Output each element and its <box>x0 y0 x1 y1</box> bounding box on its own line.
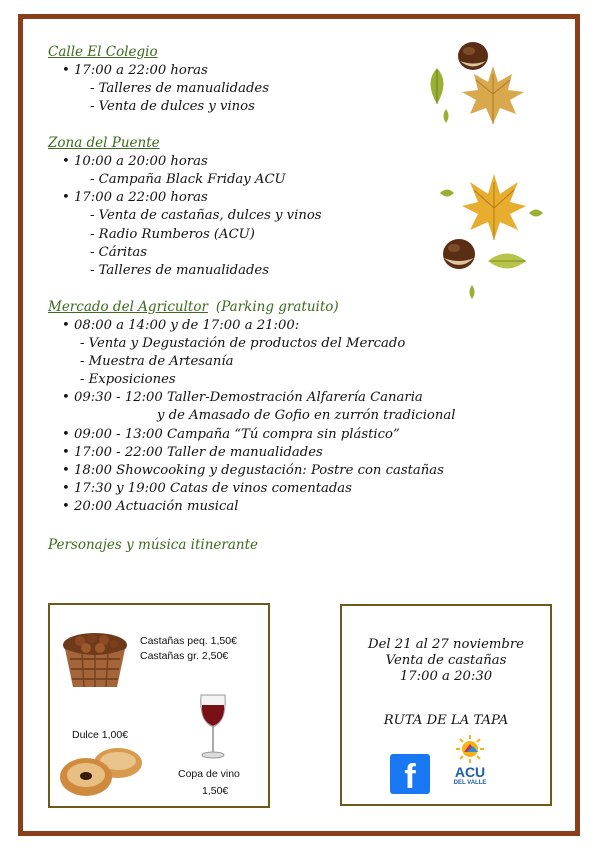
list-item: • 17:00 - 22:00 Taller de manualidades <box>62 445 323 460</box>
itinerant-note: Personajes y música itinerante <box>48 537 259 553</box>
acu-logo-subtext: DEL VALLE <box>453 780 487 786</box>
price-small-chestnuts: Castañas peq. 1,50€ <box>140 635 237 647</box>
price-sweet: Dulce 1,00€ <box>72 729 129 741</box>
small-leaf-icon <box>440 108 452 124</box>
maple-leaf-icon <box>460 64 526 126</box>
list-item: • 17:30 y 19:00 Catas de vinos comentadas <box>62 481 352 496</box>
event-hours: 17:00 a 20:30 <box>399 669 493 684</box>
list-item: • 10:00 a 20:00 horas <box>62 154 208 169</box>
list-item: - Exposiciones <box>80 372 176 387</box>
list-item: - Venta de castañas, dulces y vinos <box>90 208 322 223</box>
event-dates: Del 21 al 27 noviembre <box>368 637 524 652</box>
list-item: - Radio Rumberos (ACU) <box>90 227 255 242</box>
small-leaf-icon <box>528 206 544 220</box>
section-title-colegio: Calle El Colegio <box>48 44 158 60</box>
section-subtitle-parking: (Parking gratuito) <box>215 299 339 315</box>
maple-leaf-icon <box>460 172 528 242</box>
price-large-chestnuts: Castañas gr. 2,50€ <box>140 650 229 662</box>
leaf-icon <box>422 66 452 106</box>
list-item: - Venta y Degustación de productos del Mercado <box>80 336 406 351</box>
list-item: • 20:00 Actuación musical <box>62 499 239 514</box>
list-item: • 08:00 a 14:00 y de 17:00 a 21:00: <box>62 318 300 333</box>
chestnut-basket-icon <box>60 627 130 691</box>
acu-logo <box>450 734 490 798</box>
event-sale: Venta de castañas <box>385 653 507 668</box>
sun-icon <box>454 734 486 764</box>
section-title-mercado-text: Mercado del Agricultor <box>48 299 208 315</box>
list-item: - Venta de dulces y vinos <box>90 99 255 114</box>
prices-box <box>48 603 270 808</box>
chestnut-icon <box>440 236 478 272</box>
small-leaf-icon <box>466 284 478 300</box>
leaf-icon <box>486 248 528 274</box>
list-item: • 18:00 Showcooking y degustación: Postre con castañas <box>62 463 444 478</box>
tapa-route-title: RUTA DE LA TAPA <box>383 713 509 728</box>
info-box <box>340 604 552 806</box>
wine-label: Copa de vino <box>178 768 240 780</box>
list-item: • 09:30 - 12:00 Taller-Demostración Alfarería Canaria <box>62 390 423 405</box>
facebook-glyph: f <box>404 758 416 796</box>
small-leaf-icon <box>439 186 455 200</box>
list-item: - Talleres de manualidades <box>90 81 269 96</box>
list-item: - Cáritas <box>90 245 148 260</box>
pastry-icon <box>56 743 146 799</box>
list-item: - Talleres de manualidades <box>90 263 269 278</box>
section-title-mercado <box>48 298 339 316</box>
acu-logo-text: ACU <box>454 764 486 780</box>
list-item: - Muestra de Artesanía <box>80 354 234 369</box>
list-item: • 09:00 - 13:00 Campaña “Tú compra sin plástico” <box>62 427 400 442</box>
facebook-icon[interactable] <box>390 754 430 794</box>
list-item: • 17:00 a 22:00 horas <box>62 190 208 205</box>
list-item: • 17:00 a 22:00 horas <box>62 63 208 78</box>
list-item: - Campaña Black Friday ACU <box>90 172 286 187</box>
section-title-puente: Zona del Puente <box>48 135 160 151</box>
wine-glass-icon <box>198 693 228 761</box>
wine-price: 1,50€ <box>202 785 229 797</box>
list-item: y de Amasado de Gofio en zurrón tradicional <box>157 408 456 423</box>
